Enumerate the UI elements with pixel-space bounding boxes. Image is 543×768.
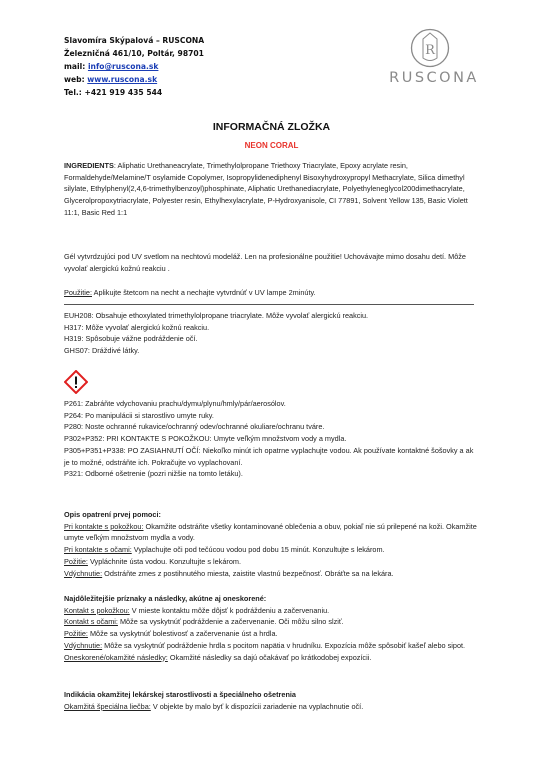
- web-link[interactable]: www.ruscona.sk: [87, 75, 158, 84]
- first-aid-text: Vypláchnite ústa vodou. Konzultujte s lekárom.: [87, 556, 241, 566]
- medical-section: [64, 689, 478, 712]
- symptom-item: [64, 616, 478, 628]
- usage-text: Aplikujte štetcom na necht a nechajte vytvrdnúť v UV lampe 2minúty.: [92, 288, 316, 297]
- mail-link[interactable]: info@ruscona.sk: [87, 62, 159, 71]
- first-aid-heading: Opis opatrení prvej pomoci:: [64, 510, 161, 519]
- company-mail: [64, 60, 204, 73]
- symptom-text: Okamžité následky sa dajú očakávať po krátkodobej expozícii.: [167, 652, 372, 662]
- first-aid-label: Pri kontakte s očami:: [64, 545, 132, 555]
- medical-text: V objekte by malo byť k dispozícii zariadenie na vyplachnutie očí.: [150, 701, 364, 711]
- precautionary-statement: P264: Po manipulácii si starostlivo umyte ruky.: [64, 410, 214, 420]
- symptoms-section: [64, 593, 478, 663]
- symptom-label: Vdýchnutie:: [64, 640, 103, 650]
- symptom-label: Požitie:: [64, 629, 88, 639]
- precautionary-statement: P261: Zabráňte vdychovaniu prachu/dymu/plynu/hmly/pár/aerosólov.: [64, 399, 286, 408]
- symptom-label: Kontakt s pokožkou:: [64, 605, 130, 615]
- first-aid-item: [64, 521, 478, 544]
- symptom-item: [64, 652, 478, 664]
- mail-label: mail:: [64, 62, 86, 71]
- precautionary-statement: P305+P351+P338: PO ZASIAHNUTÍ OČÍ: Niekoľko minút ich opatrne vyplachujte vodou. Ak používate kontaktné šošovky a ak je to možné, odstráňte ich. Pokračujte vo vyplachovaní.: [64, 445, 474, 467]
- symptom-label: Kontakt s očami:: [64, 617, 118, 627]
- symptom-text: Môže sa vyskytnúť podráždenie hrdla s pocitom napätia v hrudníku. Expozícia môže spôsobiť kašeľ alebo sipot.: [102, 640, 466, 650]
- hazard-statement: H317: Môže vyvolať alergickú kožnú reakciu.: [64, 322, 210, 332]
- precautionary-statement: P321: Odborné ošetrenie (pozri nižšie na tomto letáku).: [64, 469, 243, 479]
- first-aid-label: Vdýchnutie:: [64, 568, 103, 578]
- logo-monogram-letter: R: [425, 43, 435, 58]
- company-name: Slavomíra Skýpalová – RUSCONA: [64, 36, 205, 45]
- company-address: Železničná 461/10, Poltár, 98701: [64, 49, 204, 58]
- symptom-label: Oneskorené/okamžité následky:: [64, 652, 168, 662]
- company-web: [64, 73, 204, 86]
- ingredients-paragraph: [64, 160, 478, 219]
- symptom-text: Môže sa vyskytnúť bolestivosť a začervenanie úst a hrdla.: [87, 629, 278, 639]
- hazard-statement: EUH208: Obsahuje ethoxylated trimethylolpropane triacrylate. Môže vyvolať alergickú reakciu.: [64, 311, 369, 320]
- medical-heading: Indikácia okamžitej lekárskej starostlivosti a špeciálneho ošetrenia: [64, 690, 296, 699]
- symptom-item: [64, 640, 478, 652]
- ingredients-label: INGREDIENTS: [64, 161, 114, 170]
- symptoms-heading: Najdôležitejšie príznaky a následky, akútne aj oneskorené:: [64, 594, 267, 603]
- first-aid-item: [64, 544, 478, 556]
- first-aid-label: Požitie:: [64, 556, 88, 566]
- logo-wordmark: RUSCONA: [389, 70, 479, 86]
- hazard-statement: GHS07: Dráždivé látky.: [64, 346, 140, 356]
- hazard-statement: H319: Spôsobuje vážne podráždenie očí.: [64, 334, 198, 344]
- precautionary-statement: P302+P352: PRI KONTAKTE S POKOŽKOU: Umyte veľkým množstvom vody a mydla.: [64, 434, 347, 444]
- precautionary-statements: [64, 398, 478, 480]
- description-paragraph: Gél vytvrdzujúci pod UV svetlom na nechtovú modeláž. Len na profesionálne použitie! Uchovávajte mimo dosahu detí. Môže vyvolať alergickú kožnú reakciu .: [64, 252, 466, 273]
- first-aid-item: [64, 556, 478, 568]
- first-aid-item: [64, 568, 478, 580]
- page-title: INFORMAČNÁ ZLOŽKA: [212, 121, 331, 133]
- product-name: NEON CORAL: [244, 141, 299, 150]
- precautionary-statement: P280: Noste ochranné rukavice/ochranný odev/ochranné okuliare/ochranu tváre.: [64, 422, 325, 432]
- usage-paragraph: [64, 287, 478, 299]
- symptom-text: V mieste kontaktu môže dôjsť k podráždeniu a začervenaniu.: [129, 605, 330, 615]
- first-aid-text: Odstráňte zmes z postihnutého miesta, zaistite vlastnú bezpečnosť. Obráťte sa na lekára.: [102, 568, 394, 578]
- company-phone: Tel.: +421 919 435 544: [64, 88, 163, 97]
- company-header: [64, 34, 204, 99]
- first-aid-label: Pri kontakte s pokožkou:: [64, 521, 144, 531]
- first-aid-section: [64, 509, 478, 579]
- symptom-item: [64, 605, 478, 617]
- ruscona-monogram-icon: [410, 28, 450, 68]
- hazard-statements: [64, 310, 478, 357]
- usage-label: Použitie:: [64, 288, 92, 297]
- symptom-text: Môže sa vyskytnúť podráždenie a začervenanie. Oči môžu silno slziť.: [117, 617, 344, 627]
- web-label: web:: [64, 75, 85, 84]
- first-aid-text: Vyplachujte oči pod tečúcou vodou pod dobu 15 minút. Konzultujte s lekárom.: [131, 545, 385, 555]
- first-aid-text: Okamžite odstráňte všetky kontaminované oblečenia a obuv, pokiaľ nie sú prilepené na koži. Okamžite umyte veľkým množstvom mydla a vody.: [64, 521, 477, 543]
- ingredients-text: : Aliphatic Urethaneacrylate, Trimethylolpropane Triethoxy Triacrylate, Epoxy acrylate resin, Formaldehyde/Melamine/T osylamide Copolymer, Isopropylidenediphenyl Bisoxyhydroxypropyl Methacrylate, Silica dimethyl silylate, Ethylphenyl(2,4,6-trimethylbenzoyl)phosphinate, Aliphatic Urethanediacrylate, Polyethyleneglycol200dimethacrylate, Glycerolpropoxytriacrylate, Polyester resin, Ethylhexylacrylate, P-Hydroxyanisole, CI 77891, Solvent Yellow 135, Basic Violett 11:1, Basic Red 1:1: [64, 161, 468, 217]
- medical-label: Okamžitá špeciálna liečba:: [64, 701, 151, 711]
- medical-item: [64, 701, 478, 713]
- section-divider: [64, 304, 474, 305]
- symptom-item: [64, 628, 478, 640]
- exclamation-mark-diamond-icon: [64, 370, 88, 394]
